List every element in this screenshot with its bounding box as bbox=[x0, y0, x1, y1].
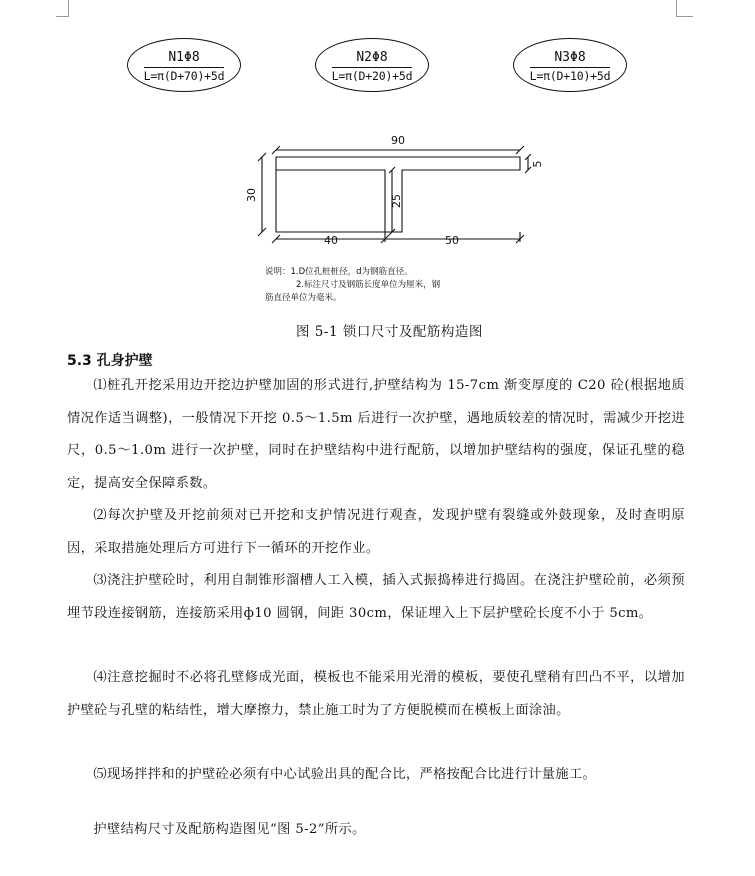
rebar-title: N1Φ8 bbox=[168, 50, 200, 65]
figure-caption: 图 5-1 锁口尺寸及配筋构造图 bbox=[296, 324, 483, 340]
paragraph-5: ⑸现场拌拌和的护壁砼必须有中心试验出具的配合比，严格按配合比进行计量施工。 bbox=[93, 767, 597, 782]
diagram-note-2: 2.标注尺寸及钢筋长度单位为厘米，钢 bbox=[296, 280, 441, 290]
dimension-top: 90 bbox=[391, 134, 405, 147]
dimension-inner: 25 bbox=[390, 194, 403, 208]
diagram-note-1: 说明：1.D位孔桩桩径，d为钢筋直径。 bbox=[265, 267, 413, 277]
rebar-formula: L=π(D+20)+5d bbox=[331, 69, 413, 83]
rebar-formula: L=π(D+10)+5d bbox=[529, 69, 611, 83]
paragraph-6: 护壁结构尺寸及配筋构造图见“图 5-2”所示。 bbox=[93, 822, 366, 837]
dimension-left: 30 bbox=[245, 188, 258, 202]
diagram-note-3: 筋直径单位为毫米。 bbox=[265, 293, 342, 303]
rebar-formula: L=π(D+70)+5d bbox=[143, 69, 225, 83]
paragraph-4: ⑷注意挖掘时不必将孔壁修成光面，模板也不能采用光滑的模板，要使孔壁稍有凹凸不平，以增加护壁砼与孔壁的粘结性，增大摩擦力，禁止施工时为了方便脱模而在模板上面涂油。 bbox=[67, 670, 685, 718]
rebar-title: N2Φ8 bbox=[356, 50, 388, 65]
dimension-bottom-left: 40 bbox=[324, 234, 338, 247]
dimension-bottom-right: 50 bbox=[445, 234, 459, 247]
section-heading: 5.3 孔身护壁 bbox=[67, 353, 153, 369]
paragraph-3: ⑶浇注护壁砼时，利用自制锥形溜槽人工入模，插入式振捣棒进行捣固。在浇注护壁砼前，必须预埋节段连接钢筋，连接筋采用ф10 圆钢，间距 30cm，保证埋入上下层护壁砼长度不小于 5cm。 bbox=[67, 573, 685, 621]
section-outline-left bbox=[276, 170, 385, 232]
lock-collar-section-diagram bbox=[0, 0, 755, 300]
rebar-title: N3Φ8 bbox=[554, 50, 586, 65]
dimension-right: 5 bbox=[531, 160, 544, 168]
paragraph-2: ⑵每次护壁及开挖前须对已开挖和支护情况进行观查，发现护壁有裂缝或外鼓现象，及时查明原因，采取措施处理后方可进行下一循环的开挖作业。 bbox=[67, 508, 685, 556]
paragraph-1: ⑴桩孔开挖采用边开挖边护壁加固的形式进行,护壁结构为 15-7cm 渐变厚度的 C20 砼(根据地质情况作适当调整)，一般情况下开挖 0.5～1.5m 后进行一次护壁，遇地质较差的情况时，需减少开挖进尺，0.5～1.0m 进行一次护壁，同时在护壁结构中进行配筋，以增加护壁结构的强度，保证孔壁的稳定，提高安全保障系数。 bbox=[67, 378, 685, 491]
